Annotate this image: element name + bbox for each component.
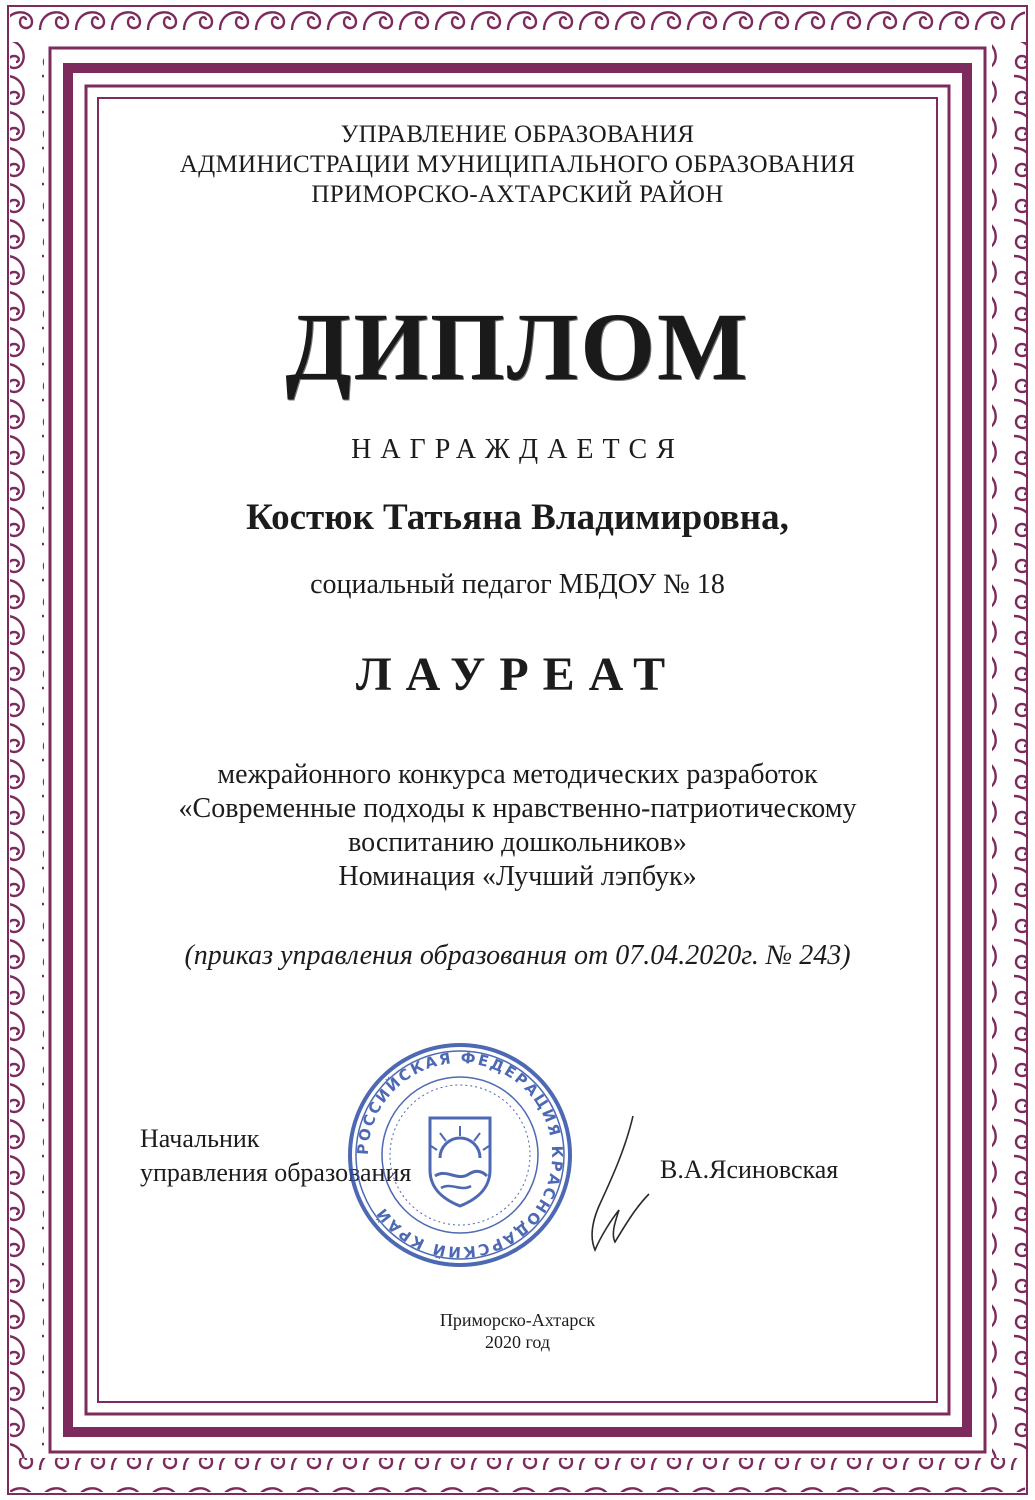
contest-nomination: Номинация «Лучший лэпбук» — [338, 861, 697, 892]
signatory-name: В.А.Ясиновская — [660, 1155, 839, 1184]
issuer-line-3: ПРИМОРСКО-АХТАРСКИЙ РАЙОН — [311, 181, 724, 208]
issue-place — [0, 1309, 1035, 1353]
signatory-title-line-1: Начальник — [140, 1124, 260, 1153]
issue-year: 2020 год — [484, 1332, 551, 1352]
issuer-header — [0, 120, 1035, 210]
diploma-title: ДИПЛОМ — [285, 293, 750, 400]
contest-line-3: воспитанию дошкольников» — [348, 827, 687, 858]
recipient-position: социальный педагог МБДОУ № 18 — [310, 569, 725, 600]
official-seal-icon — [345, 1040, 575, 1270]
issue-city: Приморско-Ахтарск — [439, 1310, 596, 1330]
contest-line-2: «Современные подходы к нравственно-патриотическому — [178, 793, 857, 824]
svg-text:РОССИЙСКАЯ ФЕДЕРАЦИЯ КРАСНОДАР — [354, 1049, 566, 1262]
contest-description — [0, 758, 1035, 894]
issuer-line-2: АДМИНИСТРАЦИИ МУНИЦИПАЛЬНОГО ОБРАЗОВАНИЯ — [179, 151, 856, 178]
signatory-title-line-2: управления образования — [140, 1158, 412, 1187]
issuer-line-1: УПРАВЛЕНИЕ ОБРАЗОВАНИЯ — [340, 121, 695, 148]
signature-icon — [575, 1110, 655, 1260]
awarded-label: НАГРАЖДАЕТСЯ — [351, 434, 684, 465]
contest-line-1: межрайонного конкурса методических разработок — [217, 759, 818, 790]
recipient-name: Костюк Татьяна Владимировна, — [246, 497, 789, 538]
laureate-label: ЛАУРЕАТ — [355, 648, 680, 701]
seal-text: РОССИЙСКАЯ ФЕДЕРАЦИЯ КРАСНОДАРСКИЙ КРАЙ — [353, 1048, 567, 1262]
order-reference: (приказ управления образования от 07.04.2020г. № 243) — [184, 940, 851, 971]
